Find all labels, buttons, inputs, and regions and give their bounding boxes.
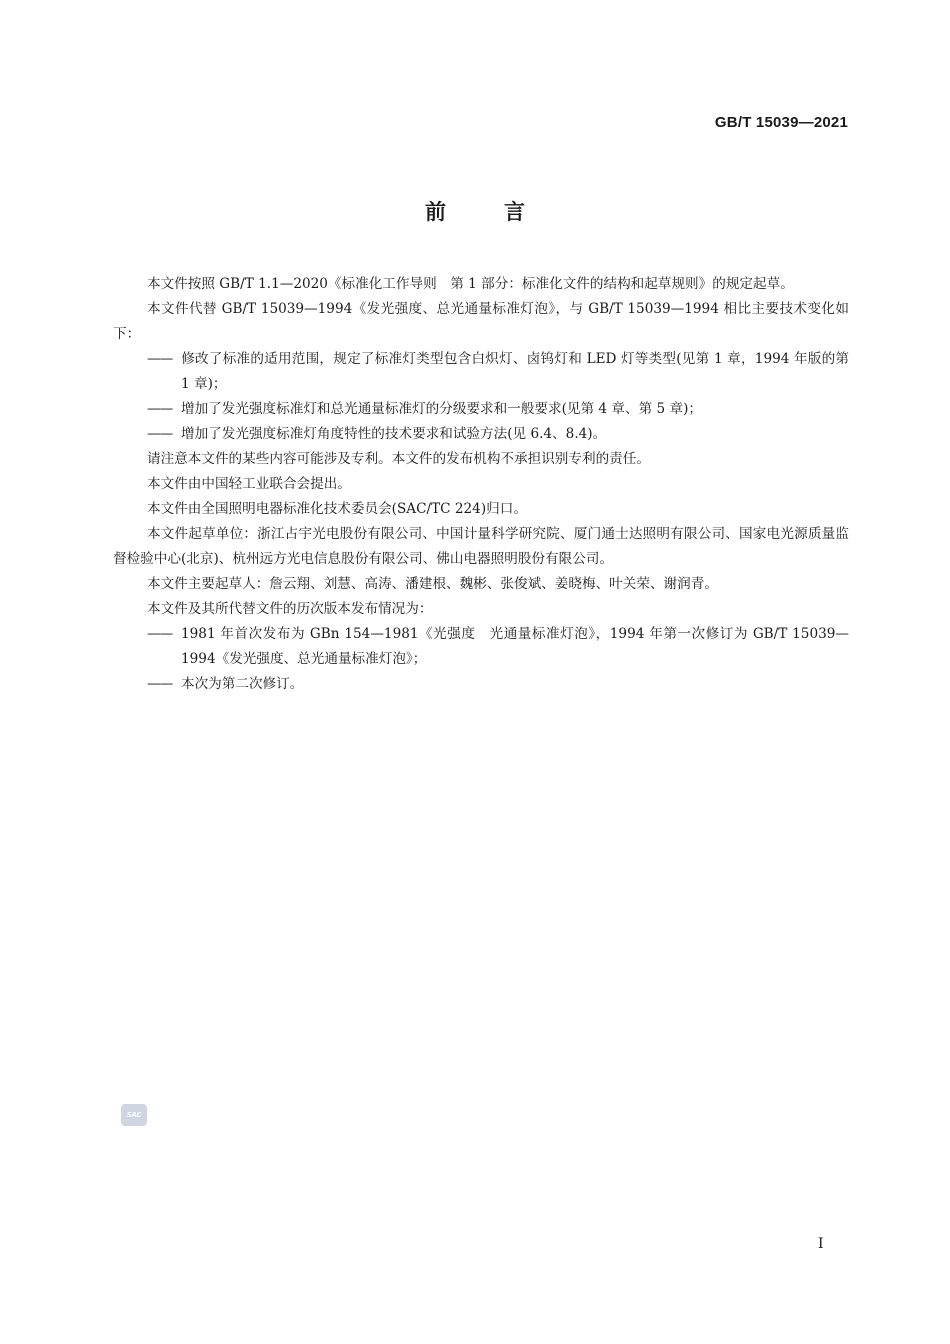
history-item [113, 622, 849, 672]
change-item [113, 422, 849, 447]
paragraph-drafting-rule: 本文件按照 GB/T 1.1—2020《标准化工作导则 第 1 部分：标准化文件的结构和起草规则》的规定起草。 [147, 276, 794, 292]
document-body [113, 272, 849, 697]
standard-code: GB/T 15039—2021 [714, 114, 848, 131]
paragraph-replacement: 本文件代替 GB/T 15039—1994《发光强度、总光通量标准灯泡》，与 GB/T 15039—1994 相比主要技术变化如下： [113, 301, 849, 342]
paragraph-history-intro: 本文件及其所代替文件的历次版本发布情况为： [147, 601, 433, 617]
change-item-text: 增加了发光强度标准灯角度特性的技术要求和试验方法(见 6.4、8.4)。 [181, 426, 607, 442]
change-item-text: 增加了发光强度标准灯和总光通量标准灯的分级要求和一般要求(见第 4 章、第 5 章)； [181, 401, 702, 417]
dash-mark: —— [147, 626, 173, 642]
paragraph-administrator: 本文件由全国照明电器标准化技术委员会(SAC/TC 224)归口。 [147, 501, 527, 517]
sac-logo-watermark: SAC [121, 1104, 147, 1126]
paragraph-drafting-units: 本文件起草单位：浙江占宇光电股份有限公司、中国计量科学研究院、厦门通士达照明有限公司、国家电光源质量监督检验中心(北京)、杭州远方光电信息股份有限公司、佛山电器照明股份有限公司。 [113, 526, 849, 567]
history-item-text: 本次为第二次修订。 [181, 676, 304, 692]
dash-mark: —— [147, 676, 173, 692]
change-item [113, 347, 849, 397]
paragraph-proposer: 本文件由中国轻工业联合会提出。 [147, 476, 351, 492]
change-item [113, 397, 849, 422]
paragraph-patent-notice: 请注意本文件的某些内容可能涉及专利。本文件的发布机构不承担识别专利的责任。 [147, 451, 650, 467]
dash-mark: —— [147, 426, 173, 442]
change-item-text: 修改了标准的适用范围，规定了标准灯类型包含白炽灯、卤钨灯和 LED 灯等类型(见第 1 章，1994 年版的第 1 章)； [181, 351, 849, 392]
dash-mark: —— [147, 401, 173, 417]
page-title: 前言 [425, 200, 583, 224]
history-item-text: 1981 年首次发布为 GBn 154—1981《光强度 光通量标准灯泡》，1994 年第一次修订为 GB/T 15039—1994《发光强度、总光通量标准灯泡》； [181, 626, 849, 667]
page-number: I [818, 1236, 824, 1252]
history-item [113, 672, 849, 697]
paragraph-drafters: 本文件主要起草人：詹云翔、刘慧、高涛、潘建根、魏彬、张俊斌、姜晓梅、叶关荣、谢润青。 [147, 576, 718, 592]
dash-mark: —— [147, 351, 173, 367]
